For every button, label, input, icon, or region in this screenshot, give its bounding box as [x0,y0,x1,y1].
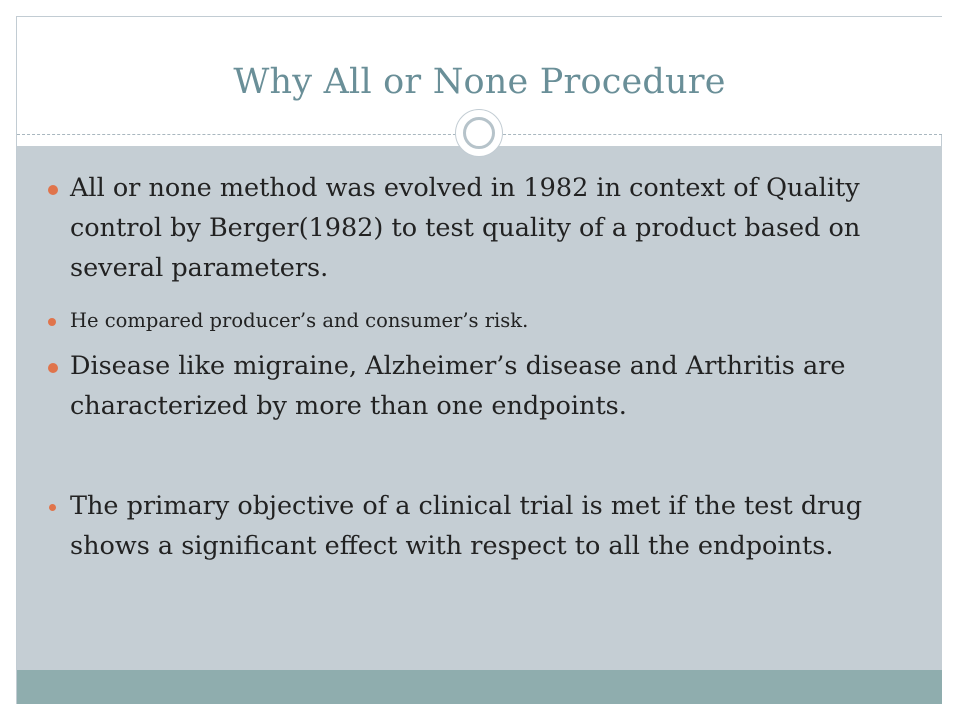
slide-title: Why All or None Procedure [233,62,726,102]
bullet-dot-icon [48,185,58,195]
bullet-text: Disease like migraine, Alzheimer’s disease and Arthritis are characterized by more than one endpoints. [70,351,846,421]
circle-ring-icon [455,109,503,157]
bullet-dot-icon [49,504,56,511]
bullet-dot-icon [48,318,56,326]
bullet-text: The primary objective of a clinical trial is met if the test drug shows a significant effect with respect to all the endpoints. [70,491,863,561]
ornament-inner-ring [463,117,495,149]
bullet-text: All or none method was evolved in 1982 in context of Quality control by Berger(1982) to test quality of a product based on several parameters. [70,173,861,283]
footer-bar [17,670,942,704]
bullet-text: He compared producer’s and consumer’s risk. [70,309,529,332]
bullet-dot-icon [48,363,58,373]
content-area [17,146,942,670]
bullet-list [17,146,942,670]
